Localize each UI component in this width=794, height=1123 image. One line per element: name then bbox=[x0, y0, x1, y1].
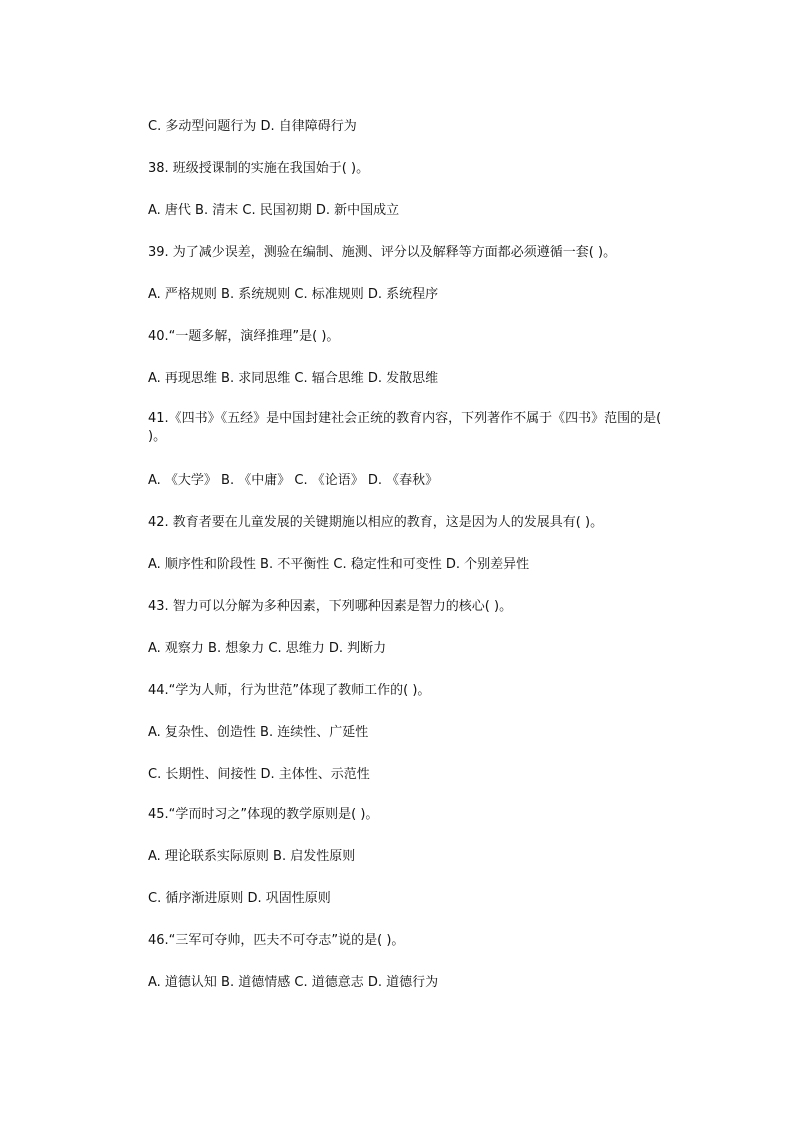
answer-options-40: A. 再现思维 B. 求同思维 C. 辐合思维 D. 发散思维 bbox=[148, 371, 439, 386]
answer-options-45-c-d: C. 循序渐进原则 D. 巩固性原则 bbox=[148, 891, 331, 906]
answer-options-43: A. 观察力 B. 想象力 C. 思维力 D. 判断力 bbox=[148, 641, 387, 656]
question-43: 43. 智力可以分解为多种因素，下列哪种因素是智力的核心( )。 bbox=[148, 599, 513, 614]
answer-options-45-a-b: A. 理论联系实际原则 B. 启发性原则 bbox=[148, 849, 356, 864]
question-45: 45.“学而时习之”体现的教学原则是( )。 bbox=[148, 807, 379, 822]
answer-options-42: A. 顺序性和阶段性 B. 不平衡性 C. 稳定性和可变性 D. 个别差异性 bbox=[148, 557, 530, 572]
question-42: 42. 教育者要在儿童发展的关键期施以相应的教育，这是因为人的发展具有( )。 bbox=[148, 515, 604, 530]
answer-options-44-a-b: A. 复杂性、创造性 B. 连续性、广延性 bbox=[148, 725, 369, 740]
question-41: 41.《四书》《五经》是中国封建社会正统的教育内容，下列著作不属于《四书》范围的是( )。 bbox=[148, 411, 662, 444]
answer-options-46: A. 道德认知 B. 道德情感 C. 道德意志 D. 道德行为 bbox=[148, 975, 439, 990]
question-40: 40.“一题多解，演绎推理”是( )。 bbox=[148, 329, 340, 344]
answer-options-44-c-d: C. 长期性、间接性 D. 主体性、示范性 bbox=[148, 767, 370, 782]
question-44: 44.“学为人师，行为世范”体现了教师工作的( )。 bbox=[148, 683, 431, 698]
answer-options-37: C. 多动型问题行为 D. 自律障碍行为 bbox=[148, 119, 357, 134]
question-38: 38. 班级授课制的实施在我国始于( )。 bbox=[148, 161, 370, 176]
answer-options-39: A. 严格规则 B. 系统规则 C. 标准规则 D. 系统程序 bbox=[148, 287, 439, 302]
answer-options-41: A. 《大学》 B. 《中庸》 C. 《论语》 D. 《春秋》 bbox=[148, 473, 439, 488]
answer-options-38: A. 唐代 B. 清末 C. 民国初期 D. 新中国成立 bbox=[148, 203, 400, 218]
question-39: 39. 为了减少误差，测验在编制、施测、评分以及解释等方面都必须遵循一套( )。 bbox=[148, 245, 617, 260]
question-46: 46.“三军可夺帅，匹夫不可夺志”说的是( )。 bbox=[148, 933, 405, 948]
